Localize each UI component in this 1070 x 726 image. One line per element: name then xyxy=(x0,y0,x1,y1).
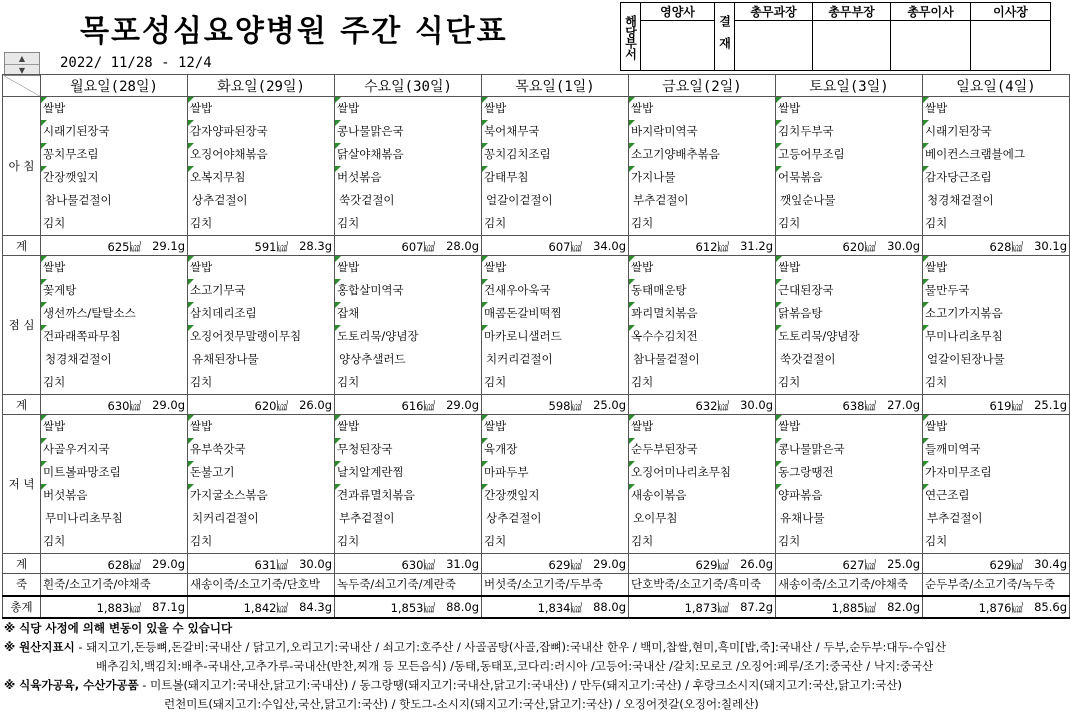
menu-item: 쌀밥 xyxy=(188,415,334,438)
menu-cell xyxy=(923,415,1070,554)
menu-item: 근대된장국 xyxy=(776,279,922,302)
grand-protein-value: 87.2g xyxy=(740,599,773,614)
role-4: 이사장 xyxy=(971,3,1051,21)
subtotal-cell xyxy=(776,554,923,574)
protein-value: 31.0g xyxy=(446,557,479,571)
grand-total-cell xyxy=(188,596,335,618)
page-title: 목포성심요양병원 주간 식단표 xyxy=(80,14,508,49)
menu-item: 쑥갓겉절이 xyxy=(339,193,395,207)
menu-item: 김치 xyxy=(925,534,948,548)
menu-item: 동태매운탕 xyxy=(629,279,775,302)
grand-total-cell xyxy=(923,596,1070,618)
sign-slot xyxy=(735,21,813,71)
porridge-cell: 단호박죽/소고기죽/흑미죽 xyxy=(629,574,776,596)
kcal-value: 638㎉ xyxy=(842,399,876,413)
note-processed-cont: 런천미트(돼지고기:수입산,국산,닭고기:국산) / 핫도그-소시지(돼지고기:국산,닭고기:국산) / 오징어젓갈(오징어:칠레산) xyxy=(164,697,759,711)
menu-table xyxy=(2,74,1070,619)
day-header: 목요일(1일) xyxy=(482,75,629,97)
kcal-value: 619㎉ xyxy=(989,399,1023,413)
grand-kcal-value: 1,853㎉ xyxy=(390,600,435,615)
menu-item: 김치 xyxy=(337,534,360,548)
menu-item: 소고기무국 xyxy=(188,279,334,302)
menu-item: 쌀밥 xyxy=(335,256,481,279)
grand-total-cell xyxy=(482,596,629,618)
porridge-label: 죽 xyxy=(3,574,41,596)
menu-item: 양파볶음 xyxy=(776,484,922,507)
menu-item: 유채된장나물 xyxy=(192,352,259,366)
menu-item: 고등어무조림 xyxy=(776,143,922,166)
menu-item: 닭볶음탕 xyxy=(776,302,922,325)
menu-cell xyxy=(629,415,776,554)
menu-item: 치커리겉절이 xyxy=(486,352,553,366)
note-origin xyxy=(4,638,1068,657)
menu-item: 어묵볶음 xyxy=(776,166,922,189)
menu-item: 쌀밥 xyxy=(776,415,922,438)
grand-kcal-value: 1,876㎉ xyxy=(978,600,1023,615)
note-origin-cont: 배추김치,백김치:배추-국내산,고추가루-국내산(반찬,찌개 등 모든음식) /동태,동태포,코다리:러시아 /고등어:국내산 /갈치:모로코 /오징어:페루/조기:중국산 / 낙지:중국산 xyxy=(96,659,934,673)
grand-protein-value: 88.0g xyxy=(593,599,626,614)
subtotal-cell xyxy=(41,395,188,415)
notes xyxy=(4,619,1068,714)
menu-item: 새송이볶음 xyxy=(629,484,775,507)
subtotal-cell xyxy=(923,554,1070,574)
porridge-cell: 새송이죽/소고기죽/단호박 xyxy=(188,574,335,596)
menu-item: 시래기된장국 xyxy=(41,120,187,143)
menu-item: 쌀밥 xyxy=(923,256,1069,279)
menu-item: 꽃게탕 xyxy=(41,279,187,302)
protein-value: 29.0g xyxy=(446,398,479,412)
spinner-down-icon[interactable]: ▼ xyxy=(5,64,39,75)
dept-label: 해당부서 xyxy=(621,3,641,71)
subtotal-cell xyxy=(482,236,629,256)
day-header: 화요일(29일) xyxy=(188,75,335,97)
menu-item: 무청된장국 xyxy=(335,438,481,461)
menu-cell xyxy=(41,415,188,554)
menu-item: 오징어젓무말랭이무침 xyxy=(188,325,334,348)
menu-item: 가지나물 xyxy=(629,166,775,189)
menu-cell xyxy=(335,97,482,236)
menu-cell xyxy=(188,415,335,554)
menu-cell xyxy=(41,256,188,395)
menu-item: 시래기된장국 xyxy=(923,120,1069,143)
protein-value: 30.4g xyxy=(1034,557,1067,571)
menu-item: 김치 xyxy=(925,375,948,389)
menu-item: 오이무침 xyxy=(633,511,678,525)
grand-total-label: 총계 xyxy=(3,596,41,618)
menu-item: 부추겉절이 xyxy=(339,511,395,525)
menu-item: 버섯볶음 xyxy=(41,484,187,507)
menu-item: 간장깻잎지 xyxy=(41,166,187,189)
menu-item: 소고기가지볶음 xyxy=(923,302,1069,325)
menu-cell xyxy=(776,415,923,554)
sign-slot xyxy=(813,21,891,71)
approval-box xyxy=(620,2,1051,72)
subtotal-label: 계 xyxy=(3,554,41,574)
protein-value: 28.3g xyxy=(299,239,332,253)
menu-cell xyxy=(629,256,776,395)
subtotal-cell xyxy=(335,236,482,256)
role-2: 총무부장 xyxy=(813,3,891,21)
protein-value: 30.0g xyxy=(887,239,920,253)
subtotal-label: 계 xyxy=(3,395,41,415)
grand-kcal-value: 1,873㎉ xyxy=(684,600,729,615)
menu-item: 쌀밥 xyxy=(188,256,334,279)
kcal-value: 629㎉ xyxy=(695,558,729,572)
grand-protein-value: 82.0g xyxy=(887,599,920,614)
date-range: 2022/ 11/28 - 12/4 xyxy=(60,55,212,71)
menu-item: 상추겉절이 xyxy=(192,193,248,207)
menu-item: 생선까스/탈탈소스 xyxy=(41,302,187,325)
menu-item: 부추겉절이 xyxy=(927,511,983,525)
subtotal-cell xyxy=(776,395,923,415)
menu-item: 김치두부국 xyxy=(776,120,922,143)
kcal-value: 629㎉ xyxy=(548,558,582,572)
menu-item: 건파래쪽파무침 xyxy=(41,325,187,348)
menu-item: 소고기양배추볶음 xyxy=(629,143,775,166)
menu-item: 쌀밥 xyxy=(923,97,1069,120)
protein-value: 27.0g xyxy=(887,398,920,412)
menu-cell xyxy=(776,97,923,236)
day-header: 일요일(4일) xyxy=(923,75,1070,97)
meal-label: 아 침 xyxy=(3,97,41,236)
menu-item: 유채나물 xyxy=(780,511,825,525)
menu-item: 쌀밥 xyxy=(335,97,481,120)
menu-item: 김치 xyxy=(631,216,654,230)
meal-label: 저 녁 xyxy=(3,415,41,554)
menu-item: 북어채무국 xyxy=(482,120,628,143)
porridge-cell: 새송이죽/소고기죽/야채죽 xyxy=(776,574,923,596)
note-processed-head: ※ 식육가공육, 수산가공품 xyxy=(4,678,139,692)
protein-value: 25.0g xyxy=(887,557,920,571)
menu-item: 삼치데리조림 xyxy=(188,302,334,325)
menu-item: 홍합살미역국 xyxy=(335,279,481,302)
menu-item: 꽈리멸치볶음 xyxy=(629,302,775,325)
menu-item: 간장깻잎지 xyxy=(482,484,628,507)
note-processed xyxy=(4,676,1068,695)
menu-item: 쌀밥 xyxy=(482,97,628,120)
menu-cell xyxy=(335,256,482,395)
menu-item: 김치 xyxy=(631,534,654,548)
protein-value: 26.0g xyxy=(740,557,773,571)
menu-item: 잡채 xyxy=(335,302,481,325)
menu-item: 미트볼파망조림 xyxy=(41,461,187,484)
menu-item: 청경채겉절이 xyxy=(45,352,112,366)
subtotal-cell xyxy=(335,395,482,415)
subtotal-cell xyxy=(923,395,1070,415)
grand-protein-value: 88.0g xyxy=(446,599,479,614)
menu-item: 감자당근조림 xyxy=(923,166,1069,189)
grand-total-cell xyxy=(41,596,188,618)
menu-item: 도토리묵/양념장 xyxy=(776,325,922,348)
grand-kcal-value: 1,883㎉ xyxy=(96,600,141,615)
grand-kcal-value: 1,834㎉ xyxy=(537,600,582,615)
menu-item: 김치 xyxy=(925,216,948,230)
day-header: 월요일(28일) xyxy=(41,75,188,97)
menu-item: 마카로니샐러드 xyxy=(482,325,628,348)
menu-item: 쌀밥 xyxy=(41,97,187,120)
kcal-value: 612㎉ xyxy=(695,240,729,254)
menu-item: 쌀밥 xyxy=(776,256,922,279)
kcal-value: 607㎉ xyxy=(548,240,582,254)
kcal-value: 598㎉ xyxy=(548,399,582,413)
subtotal-cell xyxy=(482,395,629,415)
menu-item: 쌀밥 xyxy=(41,415,187,438)
sign-slot xyxy=(971,21,1051,71)
day-header: 금요일(2일) xyxy=(629,75,776,97)
grand-protein-value: 85.6g xyxy=(1034,599,1067,614)
grand-protein-value: 87.1g xyxy=(152,599,185,614)
role-3: 총무이사 xyxy=(891,3,971,21)
menu-item: 참나물겉절이 xyxy=(45,193,112,207)
note-change: ※ 식당 사정에 의해 변동이 있을 수 있습니다 xyxy=(4,621,233,635)
day-header: 수요일(30일) xyxy=(335,75,482,97)
menu-item: 쌀밥 xyxy=(188,97,334,120)
menu-item: 버섯볶음 xyxy=(335,166,481,189)
menu-item: 견과류멸치볶음 xyxy=(335,484,481,507)
menu-item: 닭살야채볶음 xyxy=(335,143,481,166)
menu-item: 가지굴소스볶음 xyxy=(188,484,334,507)
menu-item: 감태무침 xyxy=(482,166,628,189)
menu-item: 도토리묵/양념장 xyxy=(335,325,481,348)
menu-item: 쌀밥 xyxy=(776,97,922,120)
sign-label: 결재 xyxy=(715,3,735,71)
subtotal-cell xyxy=(923,236,1070,256)
protein-value: 30.0g xyxy=(740,398,773,412)
menu-item: 쌀밥 xyxy=(41,256,187,279)
protein-value: 25.1g xyxy=(1034,398,1067,412)
note-origin-head: ※ 원산지표시 xyxy=(4,640,75,654)
protein-value: 30.1g xyxy=(1034,239,1067,253)
kcal-value: 627㎉ xyxy=(842,558,876,572)
porridge-cell: 버섯죽/소고기죽/두부죽 xyxy=(482,574,629,596)
menu-item: 김치 xyxy=(190,534,213,548)
menu-item: 깻잎순나물 xyxy=(780,193,836,207)
menu-item: 김치 xyxy=(43,534,66,548)
kcal-value: 607㎉ xyxy=(401,240,435,254)
menu-item: 김치 xyxy=(337,375,360,389)
sign-slot xyxy=(641,21,715,71)
menu-item: 김치 xyxy=(190,216,213,230)
subtotal-cell xyxy=(482,554,629,574)
menu-item: 베이컨스크램블에그 xyxy=(923,143,1069,166)
subtotal-cell xyxy=(41,236,188,256)
grand-total-cell xyxy=(629,596,776,618)
grand-total-cell xyxy=(776,596,923,618)
menu-item: 날치알계란찜 xyxy=(335,461,481,484)
menu-item: 가자미무조림 xyxy=(923,461,1069,484)
corner-cell xyxy=(3,75,41,97)
subtotal-cell xyxy=(188,236,335,256)
menu-item: 쌀밥 xyxy=(629,256,775,279)
menu-item: 감자양파된장국 xyxy=(188,120,334,143)
protein-value: 29.0g xyxy=(152,398,185,412)
day-header: 토요일(3일) xyxy=(776,75,923,97)
menu-item: 얼갈이된장나물 xyxy=(927,352,1005,366)
menu-item: 연근조림 xyxy=(923,484,1069,507)
menu-cell xyxy=(482,256,629,395)
grand-total-cell xyxy=(335,596,482,618)
subtotal-cell xyxy=(188,395,335,415)
protein-value: 34.0g xyxy=(593,239,626,253)
sign-slot xyxy=(891,21,971,71)
menu-item: 김치 xyxy=(484,534,507,548)
menu-item: 쌀밥 xyxy=(335,415,481,438)
menu-item: 꽁치김치조림 xyxy=(482,143,628,166)
kcal-value: 591㎉ xyxy=(254,240,288,254)
menu-item: 쌀밥 xyxy=(482,415,628,438)
kcal-value: 620㎉ xyxy=(254,399,288,413)
menu-item: 청경채겉절이 xyxy=(927,193,994,207)
menu-item: 부추겉절이 xyxy=(633,193,689,207)
porridge-cell: 순두부죽/소고기죽/녹두죽 xyxy=(923,574,1070,596)
kcal-value: 625㎉ xyxy=(107,240,141,254)
protein-value: 29.0g xyxy=(593,557,626,571)
protein-value: 29.1g xyxy=(152,239,185,253)
menu-item: 육개장 xyxy=(482,438,628,461)
subtotal-cell xyxy=(776,236,923,256)
menu-item: 쌀밥 xyxy=(923,415,1069,438)
meal-label: 점 심 xyxy=(3,256,41,395)
menu-item: 오징어야채볶음 xyxy=(188,143,334,166)
menu-item: 김치 xyxy=(631,375,654,389)
menu-item: 김치 xyxy=(778,375,801,389)
menu-item: 무미나리초무침 xyxy=(45,511,123,525)
menu-item: 쑥갓겉절이 xyxy=(780,352,836,366)
subtotal-cell xyxy=(629,236,776,256)
kcal-value: 628㎉ xyxy=(989,240,1023,254)
menu-cell xyxy=(188,97,335,236)
protein-value: 29.0g xyxy=(152,557,185,571)
menu-cell xyxy=(188,256,335,395)
kcal-value: 616㎉ xyxy=(401,399,435,413)
menu-item: 무미나리초무침 xyxy=(923,325,1069,348)
menu-item: 콩나물맑은국 xyxy=(776,438,922,461)
dept-role: 영양사 xyxy=(641,3,715,21)
menu-item: 들깨미역국 xyxy=(923,438,1069,461)
kcal-value: 630㎉ xyxy=(107,399,141,413)
grand-protein-value: 84.3g xyxy=(299,599,332,614)
kcal-value: 628㎉ xyxy=(107,558,141,572)
protein-value: 31.2g xyxy=(740,239,773,253)
menu-item: 김치 xyxy=(43,216,66,230)
subtotal-cell xyxy=(41,554,188,574)
menu-item: 참나물겉절이 xyxy=(633,352,700,366)
subtotal-cell xyxy=(629,395,776,415)
subtotal-cell xyxy=(335,554,482,574)
kcal-value: 631㎉ xyxy=(254,558,288,572)
menu-item: 물만두국 xyxy=(923,279,1069,302)
menu-item: 상추겉절이 xyxy=(486,511,542,525)
menu-item: 양상추샐러드 xyxy=(339,352,406,366)
menu-item: 김치 xyxy=(337,216,360,230)
subtotal-cell xyxy=(188,554,335,574)
menu-item: 사골우거지국 xyxy=(41,438,187,461)
menu-item: 김치 xyxy=(778,534,801,548)
menu-cell xyxy=(482,97,629,236)
menu-item: 김치 xyxy=(190,375,213,389)
kcal-value: 620㎉ xyxy=(842,240,876,254)
menu-item: 순두부된장국 xyxy=(629,438,775,461)
menu-item: 동그랑땡전 xyxy=(776,461,922,484)
subtotal-cell xyxy=(629,554,776,574)
grand-kcal-value: 1,842㎉ xyxy=(243,600,288,615)
menu-item: 김치 xyxy=(484,375,507,389)
role-1: 총무과장 xyxy=(735,3,813,21)
menu-item: 쌀밥 xyxy=(482,256,628,279)
kcal-value: 629㎉ xyxy=(989,558,1023,572)
menu-item: 마파두부 xyxy=(482,461,628,484)
menu-item: 쌀밥 xyxy=(629,97,775,120)
kcal-value: 632㎉ xyxy=(695,399,729,413)
menu-item: 얼갈이겉절이 xyxy=(486,193,553,207)
spinner-up-icon[interactable]: ▲ xyxy=(18,54,26,63)
protein-value: 26.0g xyxy=(299,398,332,412)
menu-item: 매콤돈갈비떡찜 xyxy=(482,302,628,325)
porridge-cell: 녹두죽/쇠고기죽/계란죽 xyxy=(335,574,482,596)
grand-kcal-value: 1,885㎉ xyxy=(831,600,876,615)
menu-item: 꽁치무조림 xyxy=(41,143,187,166)
protein-value: 28.0g xyxy=(446,239,479,253)
menu-cell xyxy=(482,415,629,554)
subtotal-label: 계 xyxy=(3,236,41,256)
date-spinner[interactable] xyxy=(4,52,40,76)
menu-cell xyxy=(335,415,482,554)
porridge-cell: 흰죽/소고기죽/야채죽 xyxy=(41,574,188,596)
menu-item: 오징어미나리초무침 xyxy=(629,461,775,484)
protein-value: 25.0g xyxy=(593,398,626,412)
menu-item: 김치 xyxy=(484,216,507,230)
menu-item: 쌀밥 xyxy=(629,415,775,438)
menu-cell xyxy=(41,97,188,236)
menu-item: 옥수수김치전 xyxy=(629,325,775,348)
menu-item: 바지락미역국 xyxy=(629,120,775,143)
kcal-value: 630㎉ xyxy=(401,558,435,572)
protein-value: 30.0g xyxy=(299,557,332,571)
menu-cell xyxy=(923,97,1070,236)
menu-item: 오복지무침 xyxy=(188,166,334,189)
menu-item: 김치 xyxy=(43,375,66,389)
menu-cell xyxy=(923,256,1070,395)
menu-item: 콩나물맑은국 xyxy=(335,120,481,143)
menu-item: 김치 xyxy=(778,216,801,230)
menu-item: 돈불고기 xyxy=(188,461,334,484)
menu-item: 치커리겉절이 xyxy=(192,511,259,525)
menu-item: 건새우아욱국 xyxy=(482,279,628,302)
menu-cell xyxy=(629,97,776,236)
note-origin-text: - 돼지고기,돈등뼈,돈갈비:국내산 / 닭고기,오리고기:국내산 / 쇠고기:호주산 / 사골곰탕(사골,잡뼈):국내산 한우 / 백미,찹쌀,현미,흑미[밥,죽]:국내산 / 두부,순두부:대두-수입산 xyxy=(74,640,947,654)
note-processed-text: - 미트볼(돼지고기:국내산,닭고기:국내산) / 동그랑땡(돼지고기:국내산,닭고기:국내산) / 만두(돼지고기:국산) / 후랑크소시지(돼지고기:국산,닭고기:국산) xyxy=(138,678,902,692)
menu-cell xyxy=(776,256,923,395)
menu-item: 유부쑥갓국 xyxy=(188,438,334,461)
